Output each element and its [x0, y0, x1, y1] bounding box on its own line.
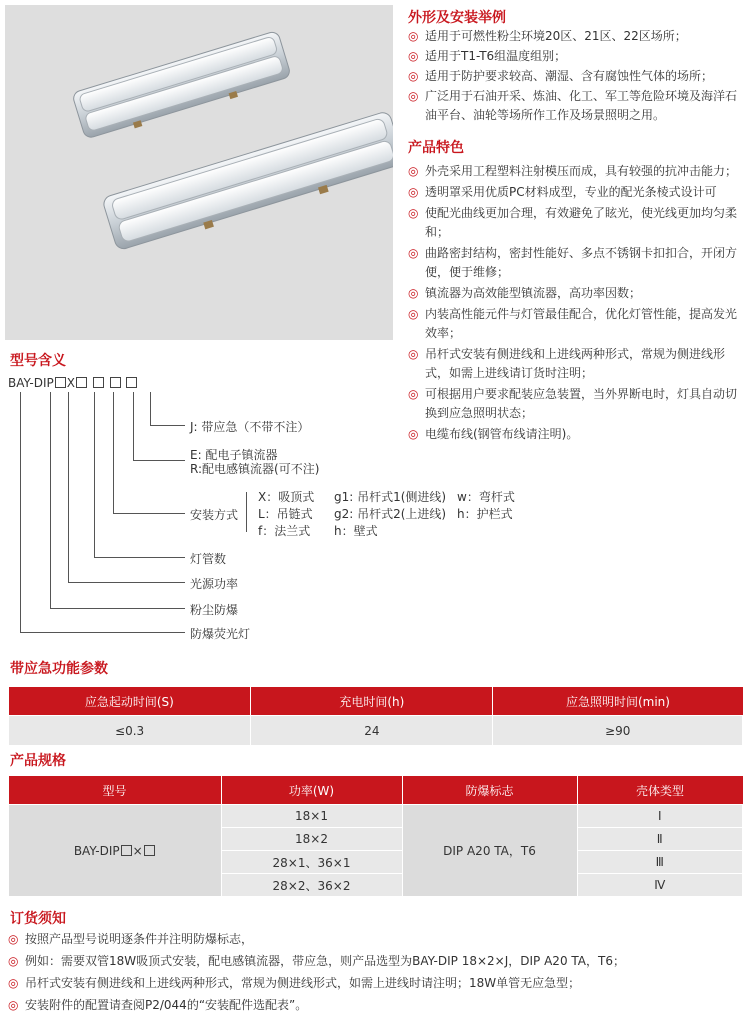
ballast-inductive-label: R:配电感镇流器(可不注)	[190, 462, 320, 476]
power-cell: 28×2、36×2	[221, 874, 402, 897]
table-header: 应急起动时间(S)	[9, 687, 251, 716]
placeholder-box-icon	[110, 377, 121, 388]
placeholder-box-icon	[126, 377, 137, 388]
power-cell: 18×2	[221, 828, 402, 851]
connector-line	[20, 392, 21, 632]
mount-g2: g2: 吊杆式2(上进线)	[334, 507, 447, 521]
mount-method-label: 安装方式	[190, 508, 239, 522]
table-header: 充电时间(h)	[251, 687, 493, 716]
model-title: 型号含义	[10, 353, 66, 369]
list-item: ◎ 适用于T1-T6组温度组别；	[408, 47, 748, 66]
ballast-electronic-label: E: 配电子镇流器	[190, 448, 278, 462]
placeholder-box-icon	[76, 377, 87, 388]
table-header: 功率(W)	[221, 776, 402, 805]
placeholder-box-icon	[121, 845, 132, 856]
table-header: 防爆标志	[402, 776, 577, 805]
mount-f: f：法兰式	[258, 524, 311, 538]
emergency-table	[8, 687, 743, 746]
bullet-icon: ◎	[408, 69, 419, 83]
mount-w: w：弯杆式	[457, 490, 515, 504]
table-header: 型号	[9, 776, 222, 805]
mount-h: h：壁式	[334, 524, 378, 538]
spec-table	[8, 776, 743, 897]
type-cell: Ⅳ	[577, 874, 743, 897]
bullet-icon: ◎	[408, 286, 419, 300]
fluorescent-lamp-illustration	[5, 5, 393, 340]
emergency-option-label: J: 带应急（不带不注）	[190, 420, 310, 434]
placeholder-box-icon	[93, 377, 104, 388]
connector-line	[68, 582, 185, 583]
table-header: 应急照明时间(min)	[493, 687, 743, 716]
connector-line	[68, 392, 69, 582]
list-item: ◎ 内装高性能元件与灯管最佳配合，优化灯管性能，提高发光效率；	[408, 307, 738, 340]
bullet-icon: ◎	[8, 932, 19, 946]
connector-line	[150, 425, 185, 426]
list-item: ◎ 适用于防护要求较高、潮湿、含有腐蚀性气体的场所；	[408, 67, 748, 86]
type-cell: Ⅰ	[577, 805, 743, 828]
list-item: ◎ 例如：需要双管18W吸顶式安装，配电感镇流器，带应急，则产品选型为BAY-DIP 18×2×J，DIP A20 TA，T6；	[8, 952, 748, 971]
table-cell: 24	[251, 716, 493, 746]
list-item: ◎ 按照产品型号说明逐条件并注明防爆标志，	[8, 930, 748, 949]
connector-line	[20, 632, 185, 633]
list-item: ◎ 适用于可燃性粉尘环境20区、21区、22区场所；	[408, 27, 748, 46]
spec-title: 产品规格	[10, 753, 66, 769]
power-cell: 18×1	[221, 805, 402, 828]
bullet-icon: ◎	[408, 246, 419, 260]
tube-count-label: 灯管数	[190, 552, 227, 566]
bullet-icon: ◎	[408, 427, 419, 441]
list-item: ◎ 电缆布线(钢管布线请注明)。	[408, 425, 748, 444]
placeholder-box-icon	[55, 377, 66, 388]
product-photo	[5, 5, 393, 340]
list-item: ◎ 透明罩采用优质PC材料成型，专业的配光条棱式设计可	[408, 183, 748, 202]
light-power-label: 光源功率	[190, 577, 239, 591]
bullet-icon: ◎	[408, 185, 419, 199]
connector-line	[94, 557, 185, 558]
connector-line	[133, 392, 134, 460]
connector-line	[50, 392, 51, 608]
bracket-line	[246, 492, 247, 532]
features-title: 产品特色	[408, 140, 464, 156]
list-item: ◎ 使配光曲线更加合理，有效避免了眩光，使光线更加均匀柔和；	[408, 206, 738, 239]
mount-hh: h：护栏式	[457, 507, 513, 521]
type-cell: Ⅱ	[577, 828, 743, 851]
bullet-icon: ◎	[408, 29, 419, 43]
model-cell: BAY-DIP ×	[9, 805, 222, 897]
table-cell: ≥90	[493, 716, 743, 746]
dust-proof-label: 粉尘防爆	[190, 603, 239, 617]
connector-line	[50, 608, 185, 609]
mount-g1: g1: 吊杆式1(侧进线)	[334, 490, 447, 504]
power-cell: 28×1、36×1	[221, 851, 402, 874]
list-item: ◎ 吊杆式安装有侧进线和上进线两种形式，常规为侧进线形式，如需上进线时请注明；18W单管无应急型；	[8, 974, 748, 993]
appearance-title: 外形及安装举例	[408, 10, 506, 26]
list-item: ◎ 曲路密封结构，密封性能好、多点不锈钢卡扣扣合，开闭方便，便于维修；	[408, 246, 738, 279]
list-item: ◎ 外壳采用工程塑料注射模压而成，具有较强的抗冲击能力；	[408, 162, 748, 181]
bullet-icon: ◎	[408, 164, 419, 178]
bullet-icon: ◎	[8, 998, 19, 1012]
connector-line	[113, 513, 185, 514]
connector-line	[94, 392, 95, 557]
explosion-lamp-label: 防爆荧光灯	[190, 627, 251, 641]
type-cell: Ⅲ	[577, 851, 743, 874]
placeholder-box-icon	[144, 845, 155, 856]
bullet-icon: ◎	[408, 89, 419, 103]
connector-line	[113, 392, 114, 513]
bullet-icon: ◎	[408, 307, 419, 321]
list-item: ◎ 吊杆式安装有侧进线和上进线两种形式，常规为侧进线形式，如需上进线请订货时注明；	[408, 347, 726, 380]
bullet-icon: ◎	[8, 976, 19, 990]
connector-line	[150, 392, 151, 425]
table-header: 壳体类型	[577, 776, 743, 805]
bullet-icon: ◎	[408, 49, 419, 63]
mark-cell: DIP A20 TA，T6	[402, 805, 577, 897]
connector-line	[133, 460, 185, 461]
list-item: ◎ 安装附件的配置请查阅P2/044的“安装配件选配表”。	[8, 996, 748, 1015]
emergency-title: 带应急功能参数	[10, 661, 108, 677]
bullet-icon: ◎	[408, 387, 419, 401]
table-cell: ≤0.3	[9, 716, 251, 746]
bullet-icon: ◎	[408, 206, 419, 220]
bullet-icon: ◎	[408, 347, 419, 361]
model-code: BAY-DIP X	[8, 376, 138, 390]
mount-l: L：吊链式	[258, 507, 313, 521]
list-item: ◎ 广泛用于石油开采、炼油、化工、军工等危险环境及海洋石油平台、油轮等场所作工作及场景照明之用。	[408, 89, 738, 122]
list-item: ◎ 可根据用户要求配装应急装置，当外界断电时，灯具自动切换到应急照明状态；	[408, 387, 738, 420]
mount-x: X：吸顶式	[258, 490, 315, 504]
order-title: 订货须知	[10, 911, 66, 927]
bullet-icon: ◎	[8, 954, 19, 968]
list-item: ◎ 镇流器为高效能型镇流器，高功率因数；	[408, 284, 748, 303]
